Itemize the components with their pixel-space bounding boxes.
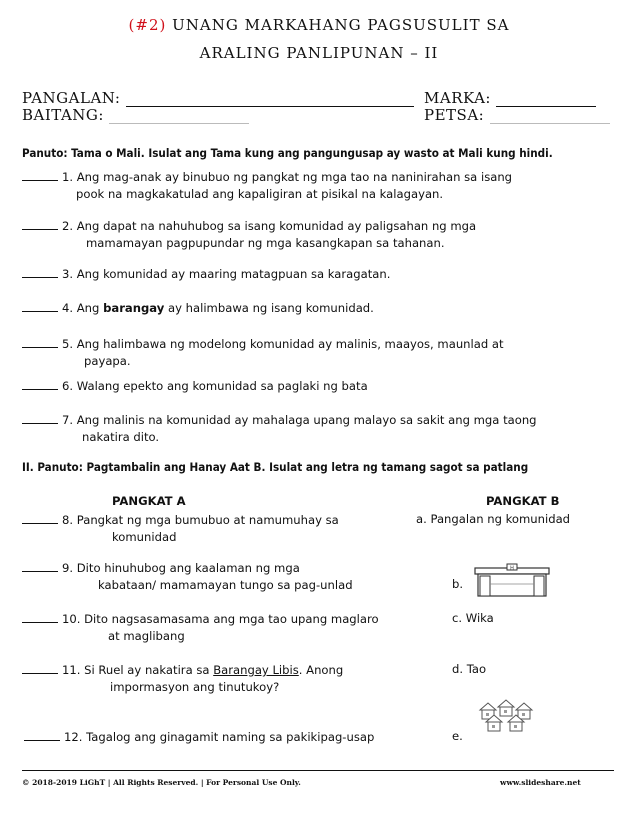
footer-site: www.slideshare.net: [500, 778, 581, 787]
exam-title: [0, 16, 638, 34]
choice-a: a. Pangalan ng komunidad: [416, 512, 571, 526]
question-3: 3. Ang komunidad ay maaring matagpuan sa karagatan.: [22, 266, 622, 283]
footer-divider: [22, 770, 614, 771]
name-label: PANGALAN:: [22, 89, 121, 107]
answer-blank: [24, 729, 60, 741]
answer-blank: [22, 336, 58, 348]
grade-label: BAITANG:: [22, 106, 104, 124]
grade-line: [109, 123, 249, 124]
question-11: 11. Si Ruel ay nakatira sa Barangay Libis. Anong impormasyon ang tinutukoy?: [22, 662, 442, 696]
answer-blank: [22, 300, 58, 312]
score-label: MARKA:: [424, 89, 491, 107]
choice-e: e.: [452, 729, 463, 743]
houses-icon: [472, 698, 542, 738]
svg-text:H: H: [510, 565, 514, 572]
question-10: 10. Dito nagsasamasama ang mga tao upang maglaro at maglibang: [22, 611, 442, 645]
part2-instruction: II. Panuto: Pagtambalin ang Hanay Aat B. Isulat ang letra ng tamang sagot sa patlang: [22, 460, 529, 474]
name-field: [22, 89, 414, 107]
column-a-header: PANGKAT A: [112, 494, 186, 508]
question-6: 6. Walang epekto ang komunidad sa paglaki ng bata: [22, 378, 622, 395]
answer-blank: [22, 662, 58, 674]
question-8: 8. Pangkat ng mga bumubuo at namumuhay sa komunidad: [22, 512, 422, 546]
footer-copyright: © 2018-2019 LiGhT | All Rights Reserved. | For Personal Use Only.: [22, 778, 301, 787]
question-2: 2. Ang dapat na nahuhubog sa isang komunidad ay paligsahan ng mga mamamayan pagpupundar ng mga kasangkapan sa tahanan.: [22, 218, 622, 252]
grade-field: [22, 106, 249, 124]
question-9: 9. Dito hinuhubog ang kaalaman ng mga kabataan/ mamamayan tungo sa pag-unlad: [22, 560, 442, 594]
question-7: 7. Ang malinis na komunidad ay mahalaga upang malayo sa sakit ang mga taong nakatira dito.: [22, 412, 622, 446]
question-5: 5. Ang halimbawa ng modelong komunidad ay malinis, maayos, maunlad at payapa.: [22, 336, 622, 370]
answer-blank: [22, 266, 58, 278]
answer-blank: [22, 218, 58, 230]
score-field: [424, 89, 596, 107]
choice-d: d. Tao: [452, 662, 487, 676]
date-field: [424, 106, 610, 124]
building-icon: [474, 562, 550, 602]
answer-blank: [22, 560, 58, 572]
date-label: PETSA:: [424, 106, 485, 124]
part1-instruction: Panuto: Tama o Mali. Isulat ang Tama kung ang pangungusap ay wasto at Mali kung hindi.: [22, 146, 553, 160]
answer-blank: [22, 512, 58, 524]
date-line: [490, 123, 610, 124]
title-line1: UNANG MARKAHANG PAGSUSULIT SA: [172, 16, 510, 34]
answer-blank: [22, 611, 58, 623]
exam-number: (#2): [128, 16, 167, 34]
choice-c: c. Wika: [452, 611, 494, 625]
answer-blank: [22, 169, 58, 181]
question-4: 4. Ang barangay ay halimbawa ng isang komunidad.: [22, 300, 622, 317]
title-line2: ARALING PANLIPUNAN – II: [199, 44, 439, 62]
choice-b: b.: [452, 577, 464, 591]
question-1: 1. Ang mag-anak ay binubuo ng pangkat ng mga tao na naninirahan sa isang pook na magkakatulad ang kapaligiran at pisikal na kalagayan.: [22, 169, 622, 203]
answer-blank: [22, 412, 58, 424]
barangay-libis: Barangay Libis: [213, 663, 299, 677]
question-12: 12. Tagalog ang ginagamit naming sa pakikipag-usap: [24, 729, 464, 746]
column-b-header: PANGKAT B: [486, 494, 560, 508]
answer-blank: [22, 378, 58, 390]
keyword-barangay: barangay: [103, 301, 165, 315]
